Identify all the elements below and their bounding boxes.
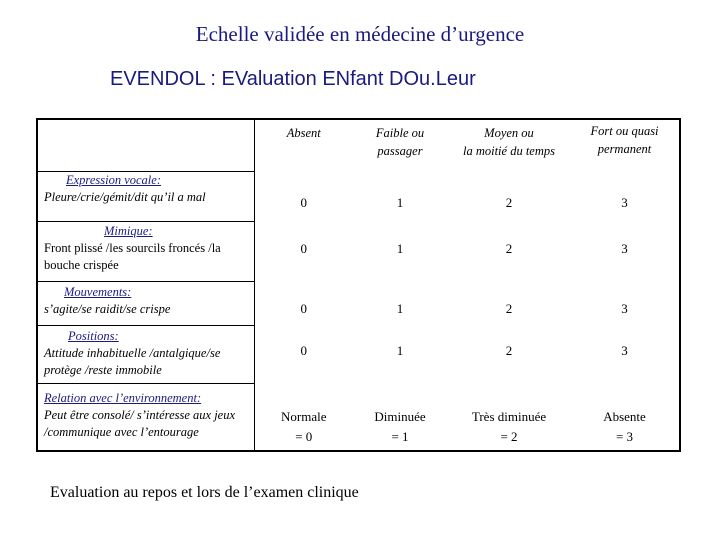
- score-cell: 2: [505, 195, 513, 210]
- row-description: Front plissé /les sourcils froncés /la bouche crispée: [44, 240, 221, 272]
- row-description: Peut être consolé/ s’intéresse aux jeux /communique avec l’entourage: [44, 407, 236, 439]
- score-cell: Diminuée = 1: [374, 409, 426, 444]
- table-row: [37, 383, 680, 451]
- score-cell: 3: [621, 241, 628, 256]
- row-description: Pleure/crie/gémit/dit qu’il a mal: [44, 189, 206, 204]
- score-cell: 3: [621, 301, 628, 316]
- column-header-moyen: Moyen ou la moitié du temps: [462, 126, 555, 158]
- score-cell: 0: [300, 301, 307, 316]
- header-corner: [37, 119, 255, 171]
- score-cell: Absente = 3: [603, 409, 646, 444]
- table-row: [37, 221, 680, 281]
- row-category: Mouvements:: [64, 284, 132, 299]
- row-description: s’agite/se raidit/se crispe: [44, 301, 171, 316]
- evendol-table: [36, 118, 681, 452]
- score-cell: 2: [505, 241, 513, 256]
- score-cell: 3: [621, 195, 628, 210]
- row-description: Attitude inhabituelle /antalgique/se protège /reste immobile: [44, 345, 221, 377]
- score-cell: 2: [505, 301, 513, 316]
- row-label: [37, 171, 255, 221]
- row-label: [37, 221, 255, 281]
- footer-note: Evaluation au repos et lors de l’examen clinique: [50, 484, 359, 501]
- row-category: Expression vocale:: [66, 172, 161, 187]
- column-header-faible: Faible ou passager: [375, 126, 425, 158]
- row-category: Relation avec l’environnement:: [44, 390, 202, 405]
- page-title: Echelle validée en médecine d’urgence: [195, 22, 525, 46]
- column-header-fort: Fort ou quasi permanent: [590, 124, 659, 156]
- score-cell: 1: [396, 301, 404, 316]
- score-cell: Normale = 0: [281, 409, 327, 444]
- header-row: [37, 119, 680, 171]
- table-row: [37, 281, 680, 325]
- score-cell: Très diminuée = 2: [471, 409, 547, 444]
- score-cell: 1: [396, 343, 404, 358]
- table-row: [37, 325, 680, 383]
- score-cell: 0: [300, 343, 307, 358]
- score-cell: 1: [396, 241, 404, 256]
- score-cell: 0: [300, 195, 307, 210]
- row-label: [37, 383, 255, 451]
- table-row: [37, 171, 680, 221]
- row-label: [37, 325, 255, 383]
- column-header-absent: Absent: [286, 126, 321, 140]
- row-category: Mimique:: [104, 223, 153, 238]
- page-subtitle: EVENDOL : EValuation ENfant DOu.Leur: [110, 68, 476, 90]
- score-cell: 0: [300, 241, 307, 256]
- row-category: Positions:: [68, 328, 119, 343]
- score-cell: 2: [505, 343, 513, 358]
- score-cell: 1: [396, 195, 404, 210]
- score-cell: 3: [621, 343, 628, 358]
- row-label: [37, 281, 255, 325]
